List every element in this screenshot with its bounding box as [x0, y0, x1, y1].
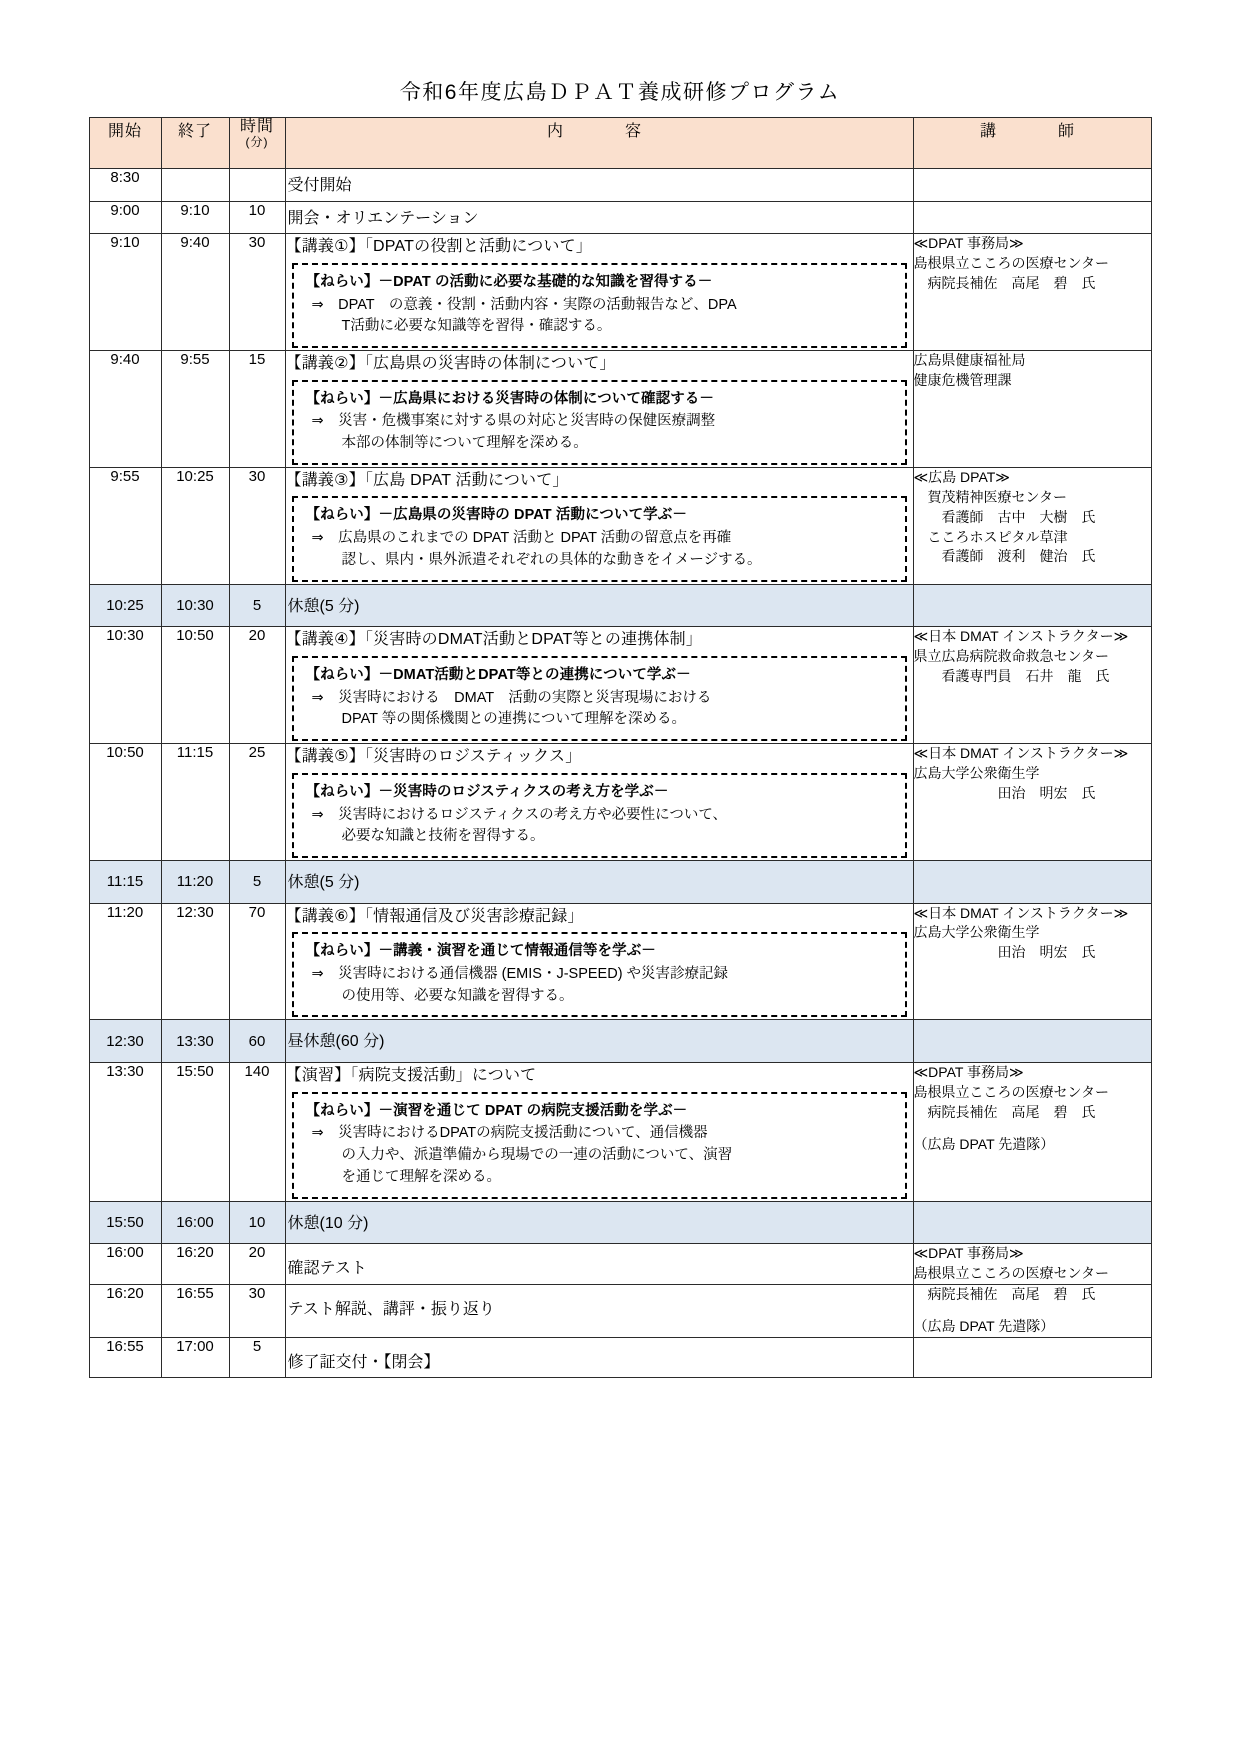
cell-content — [285, 861, 913, 904]
header-end: 終了 — [161, 118, 229, 169]
header-minutes-sub: (分) — [245, 135, 269, 150]
instructor-line: 賀茂精神医療センター — [913, 488, 1067, 505]
cell-instructor — [913, 201, 1151, 234]
aim-heading: 【ねらい】－広島県の災害時の DPAT 活動について学ぶ－ — [305, 507, 687, 524]
instructor-line: 広島県健康福祉局 — [913, 352, 1026, 369]
aim-detail-line: 必要な知識と技術を習得する。 — [341, 828, 545, 845]
cell-duration-minutes: 30 — [229, 467, 285, 584]
cell-content — [285, 1337, 913, 1378]
instructor-line — [914, 1305, 1151, 1317]
table-row — [89, 201, 1151, 234]
aim-detail-line: ⇒ DPAT の意義・役割・活動内容・実際の活動報告など、DPA — [311, 296, 737, 313]
cell-duration-minutes: 30 — [229, 234, 285, 351]
cell-start-time: 9:40 — [89, 351, 161, 468]
cell-duration-minutes: 5 — [229, 861, 285, 904]
cell-content — [285, 1284, 913, 1337]
cell-start-time: 13:30 — [89, 1063, 161, 1202]
cell-instructor — [913, 1063, 1151, 1202]
cell-content — [285, 234, 913, 351]
cell-instructor — [913, 1020, 1151, 1063]
cell-end-time: 11:15 — [161, 744, 229, 861]
aim-detail-line: を通じて理解を深める。 — [341, 1168, 501, 1185]
aim-detail-line: の入力や、派遣準備から現場での一連の活動について、演習 — [341, 1147, 733, 1164]
cell-content — [285, 169, 913, 202]
aim-heading: 【ねらい】－講義・演習を通じて情報通信等を学ぶ－ — [305, 943, 656, 960]
table-row — [89, 169, 1151, 202]
cell-end-time: 15:50 — [161, 1063, 229, 1202]
session-title: 開会・オリエンテーション — [287, 209, 479, 227]
instructor-line: 病院長補佐 高尾 碧 氏 — [913, 1103, 1096, 1120]
cell-duration-minutes: 30 — [229, 1284, 285, 1337]
aim-heading: 【ねらい】－広島県における災害時の体制について確認する－ — [305, 390, 715, 407]
cell-duration-minutes: 60 — [229, 1020, 285, 1063]
header-instructor: 講 師 — [913, 118, 1151, 169]
cell-duration-minutes: 10 — [229, 1201, 285, 1244]
header-minutes — [229, 118, 285, 169]
cell-instructor — [913, 1337, 1151, 1378]
cell-end-time: 9:10 — [161, 201, 229, 234]
table-row — [89, 584, 1151, 627]
cell-content — [285, 903, 913, 1020]
table-row — [89, 1063, 1151, 1202]
aim-detail-line: の使用等、必要な知識を習得する。 — [341, 987, 574, 1004]
header-start: 開始 — [89, 118, 161, 169]
cell-instructor — [913, 861, 1151, 904]
cell-content — [285, 1020, 913, 1063]
cell-content — [285, 744, 913, 861]
cell-duration-minutes: 70 — [229, 903, 285, 1020]
session-title: 【講義⑤】「災害時のロジスティックス」 — [285, 748, 582, 766]
table-body — [89, 169, 1151, 1378]
cell-end-time: 10:25 — [161, 467, 229, 584]
cell-end-time — [161, 169, 229, 202]
cell-instructor — [913, 744, 1151, 861]
cell-duration-minutes: 140 — [229, 1063, 285, 1202]
instructor-line: 広島大学公衆衛生学 — [913, 924, 1040, 941]
cell-content — [285, 351, 913, 468]
cell-start-time: 10:30 — [89, 627, 161, 744]
aim-detail-line: 本部の体制等について理解を深める。 — [341, 435, 588, 452]
session-title: 【講義②】「広島県の災害時の体制について」 — [285, 355, 616, 373]
cell-duration-minutes: 20 — [229, 1244, 285, 1285]
instructor-line: 島根県立こころの医療センター — [913, 1265, 1109, 1282]
table-row — [89, 351, 1151, 468]
table-row — [89, 861, 1151, 904]
cell-end-time: 13:30 — [161, 1020, 229, 1063]
table-header — [89, 118, 1151, 169]
cell-instructor — [913, 1201, 1151, 1244]
cell-content — [285, 1244, 913, 1285]
cell-content — [285, 584, 913, 627]
table-row — [89, 1284, 1151, 1337]
instructor-line: 病院長補佐 高尾 碧 氏 — [913, 274, 1096, 291]
instructor-line: 看護専門員 石井 龍 氏 — [913, 668, 1110, 685]
cell-start-time: 9:55 — [89, 467, 161, 584]
aim-heading: 【ねらい】－DMAT活動とDPAT等との連携について学ぶ－ — [305, 666, 691, 683]
instructor-line: ≪DPAT 事務局≫ — [913, 1245, 1024, 1262]
cell-start-time: 16:00 — [89, 1244, 161, 1285]
instructor-line: こころホスピタル草津 — [913, 528, 1068, 545]
cell-start-time: 10:50 — [89, 744, 161, 861]
cell-instructor — [913, 1284, 1151, 1337]
instructor-line: ≪DPAT 事務局≫ — [913, 235, 1024, 252]
aim-box — [292, 380, 907, 465]
table-row — [89, 1201, 1151, 1244]
table-row — [89, 627, 1151, 744]
table-row — [89, 1020, 1151, 1063]
header-minutes-main: 時間 — [239, 118, 274, 135]
cell-instructor — [913, 169, 1151, 202]
aim-heading: 【ねらい】－演習を通じて DPAT の病院支援活動を学ぶ－ — [305, 1102, 688, 1119]
aim-box — [292, 496, 907, 581]
program-schedule-table — [89, 117, 1152, 1378]
aim-detail-line: ⇒ 災害時におけるロジスティクスの考え方や必要性について、 — [311, 806, 728, 823]
cell-duration-minutes: 10 — [229, 201, 285, 234]
cell-content — [285, 627, 913, 744]
instructor-line: ≪DPAT 事務局≫ — [913, 1064, 1024, 1081]
cell-instructor — [913, 234, 1151, 351]
cell-content — [285, 1063, 913, 1202]
session-title: テスト解説、講評・振り返り — [287, 1300, 495, 1318]
aim-detail-line: ⇒ 災害時における DMAT 活動の実際と災害現場における — [311, 689, 712, 706]
table-row — [89, 903, 1151, 1020]
table-row — [89, 234, 1151, 351]
aim-box — [292, 932, 907, 1017]
cell-end-time: 9:40 — [161, 234, 229, 351]
aim-box — [292, 656, 907, 741]
instructor-line: （広島 DPAT 先遣隊） — [913, 1135, 1055, 1152]
cell-start-time: 11:15 — [89, 861, 161, 904]
instructor-line: 広島大学公衆衛生学 — [913, 765, 1040, 782]
cell-instructor — [913, 351, 1151, 468]
cell-content — [285, 1201, 913, 1244]
aim-detail-line: ⇒ 広島県のこれまでの DPAT 活動と DPAT 活動の留意点を再確 — [311, 530, 732, 547]
cell-end-time: 9:55 — [161, 351, 229, 468]
session-title: 【演習】「病院支援活動」について — [285, 1067, 537, 1085]
cell-instructor — [913, 903, 1151, 1020]
header-content: 内 容 — [285, 118, 913, 169]
cell-start-time: 12:30 — [89, 1020, 161, 1063]
table-row — [89, 467, 1151, 584]
cell-duration-minutes — [229, 169, 285, 202]
instructor-line: ≪日本 DMAT インストラクター≫ — [913, 745, 1129, 762]
cell-instructor — [913, 1244, 1151, 1285]
table-row — [89, 1337, 1151, 1378]
instructor-line: 県立広島病院救命救急センター — [913, 648, 1109, 665]
cell-end-time: 16:20 — [161, 1244, 229, 1285]
instructor-line: 看護師 渡利 健治 氏 — [913, 548, 1096, 565]
session-title: 修了証交付・【閉会】 — [287, 1353, 440, 1371]
cell-duration-minutes: 5 — [229, 584, 285, 627]
instructor-line: ≪日本 DMAT インストラクター≫ — [913, 904, 1129, 921]
cell-start-time: 9:10 — [89, 234, 161, 351]
instructor-line: 田治 明宏 氏 — [913, 944, 1096, 961]
cell-start-time: 10:25 — [89, 584, 161, 627]
instructor-line — [914, 1123, 1151, 1135]
instructor-line: 看護師 古中 大樹 氏 — [913, 508, 1096, 525]
header-row — [89, 118, 1151, 169]
aim-heading: 【ねらい】－災害時のロジスティクスの考え方を学ぶ－ — [305, 783, 669, 800]
cell-instructor — [913, 627, 1151, 744]
aim-box — [292, 263, 907, 348]
cell-start-time: 15:50 — [89, 1201, 161, 1244]
session-title: 昼休憩(60 分) — [287, 1033, 385, 1051]
aim-detail-line: ⇒ 災害時における通信機器 (EMIS・J-SPEED) や災害診療記録 — [311, 965, 729, 982]
cell-instructor — [913, 584, 1151, 627]
session-title: 【講義③】「広島 DPAT 活動について」 — [285, 471, 569, 489]
session-title: 【講義④】「災害時のDMAT活動とDPAT等との連携体制」 — [285, 631, 703, 649]
cell-end-time: 11:20 — [161, 861, 229, 904]
session-title: 確認テスト — [287, 1260, 367, 1278]
cell-start-time: 16:20 — [89, 1284, 161, 1337]
session-title: 受付開始 — [287, 177, 352, 194]
instructor-line: 田治 明宏 氏 — [913, 784, 1096, 801]
cell-start-time: 8:30 — [89, 169, 161, 202]
session-title: 休憩(5 分) — [287, 597, 360, 615]
cell-content — [285, 201, 913, 234]
cell-start-time: 16:55 — [89, 1337, 161, 1378]
table-row — [89, 1244, 1151, 1285]
instructor-line: 島根県立こころの医療センター — [913, 1083, 1109, 1100]
table-row — [89, 744, 1151, 861]
cell-duration-minutes: 20 — [229, 627, 285, 744]
instructor-line: 健康危機管理課 — [913, 371, 1012, 388]
cell-start-time: 11:20 — [89, 903, 161, 1020]
cell-end-time: 10:50 — [161, 627, 229, 744]
cell-duration-minutes: 5 — [229, 1337, 285, 1378]
instructor-line: （広島 DPAT 先遣隊） — [913, 1317, 1055, 1334]
instructor-line: 病院長補佐 高尾 碧 氏 — [913, 1285, 1096, 1302]
cell-content — [285, 467, 913, 584]
cell-end-time: 12:30 — [161, 903, 229, 1020]
cell-duration-minutes: 25 — [229, 744, 285, 861]
cell-end-time: 17:00 — [161, 1337, 229, 1378]
instructor-line: ≪日本 DMAT インストラクター≫ — [913, 628, 1129, 645]
aim-detail-line: DPAT 等の関係機関との連携について理解を深める。 — [341, 711, 686, 728]
cell-end-time: 16:00 — [161, 1201, 229, 1244]
cell-end-time: 16:55 — [161, 1284, 229, 1337]
session-title: 【講義①】「DPATの役割と活動について」 — [285, 238, 593, 256]
session-title: 【講義⑥】「情報通信及び災害診療記録」 — [285, 907, 584, 925]
cell-duration-minutes: 15 — [229, 351, 285, 468]
cell-start-time: 9:00 — [89, 201, 161, 234]
session-title: 休憩(5 分) — [287, 874, 360, 891]
aim-detail-line: 認し、県内・県外派遣それぞれの具体的な動きをイメージする。 — [341, 551, 762, 568]
aim-detail-line: ⇒ 災害時におけるDPATの病院支援活動について、通信機器 — [311, 1125, 708, 1142]
page-title: 令和6年度広島ＤＰＡＴ養成研修プログラム — [399, 81, 841, 104]
aim-heading: 【ねらい】－DPAT の活動に必要な基礎的な知識を習得する－ — [305, 273, 713, 290]
instructor-line: 島根県立こころの医療センター — [913, 255, 1109, 272]
aim-detail-line: ⇒ 災害・危機事案に対する県の対応と災害時の保健医療調整 — [311, 413, 716, 430]
instructor-line: ≪広島 DPAT≫ — [913, 468, 1010, 485]
session-title: 休憩(10 分) — [287, 1214, 369, 1232]
aim-detail-line: T活動に必要な知識等を習得・確認する。 — [341, 318, 612, 335]
cell-instructor — [913, 467, 1151, 584]
aim-box — [292, 1092, 907, 1199]
cell-end-time: 10:30 — [161, 584, 229, 627]
aim-box — [292, 773, 907, 858]
